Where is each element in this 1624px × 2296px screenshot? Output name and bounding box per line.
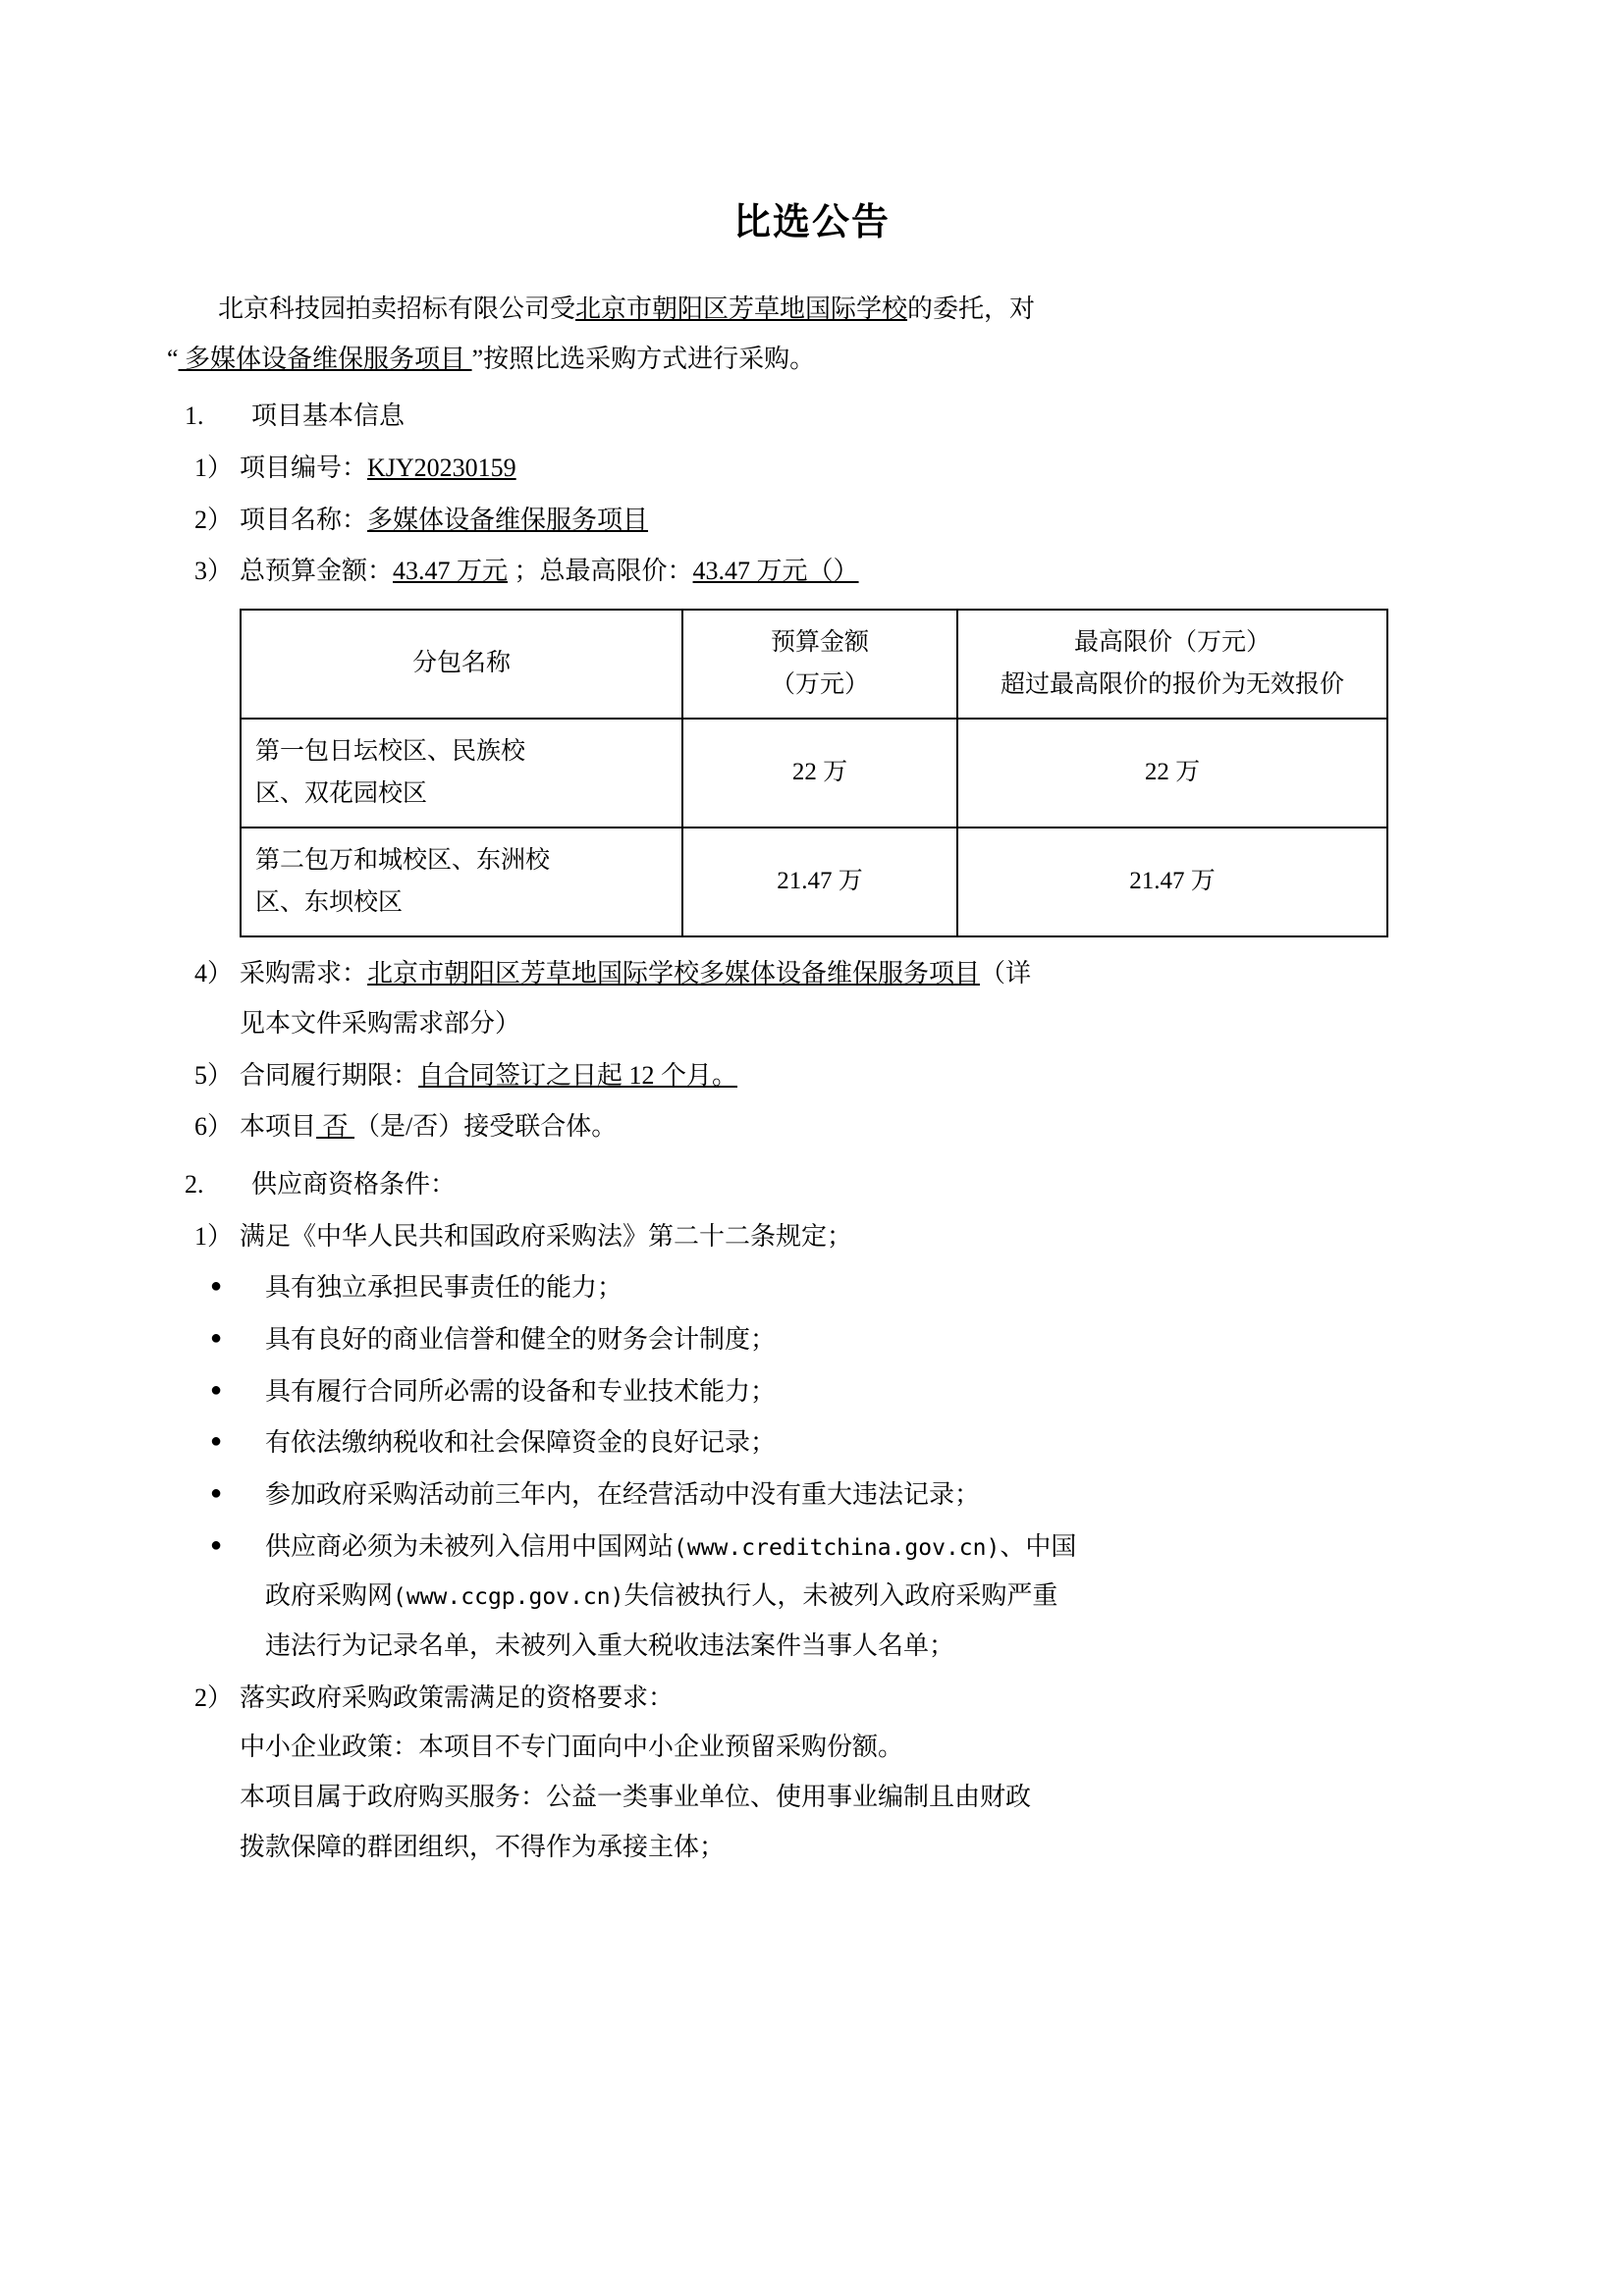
item-contract-period-value: 自合同签订之日起 12 个月。 bbox=[418, 1060, 738, 1090]
list-item bbox=[167, 1315, 1457, 1365]
row1-package-name-line2: 区、双花园校区 bbox=[255, 779, 428, 807]
intro-tail: 按照比选采购方式进行采购。 bbox=[483, 344, 816, 373]
policy-line-1: 中小企业政策：本项目不专门面向中小企业预留采购份额。 bbox=[240, 1733, 904, 1762]
bullet-text-5: 参加政府采购活动前三年内，在经营活动中没有重大违法记录； bbox=[265, 1480, 981, 1509]
header-package-name: 分包名称 bbox=[241, 610, 682, 719]
item-qualification-law-text: 满足《中华人民共和国政府采购法》第二十二条规定； bbox=[240, 1221, 853, 1251]
item-contract-period-marker: 5） bbox=[194, 1060, 234, 1090]
header-budget-amount-line2: （万元） bbox=[770, 670, 869, 698]
item-consortium-marker: 6） bbox=[194, 1112, 234, 1142]
item-project-code-content bbox=[240, 444, 1457, 494]
item-project-code-label: 项目编号： bbox=[240, 454, 368, 483]
item-policy-requirement bbox=[167, 1674, 1457, 1724]
section-2-title: 供应商资格条件： bbox=[251, 1169, 457, 1199]
item-project-name-label: 项目名称： bbox=[240, 505, 368, 534]
section-2-number: 2. bbox=[185, 1169, 204, 1199]
header-max-price-line1: 最高限价（万元） bbox=[1073, 629, 1271, 657]
section-1-number: 1. bbox=[185, 401, 204, 431]
bullet-text-1: 具有独立承担民事责任的能力； bbox=[265, 1273, 623, 1303]
item-project-name-marker: 2） bbox=[194, 505, 234, 534]
header-budget-amount-line1: 预算金额 bbox=[770, 629, 869, 657]
item-project-name bbox=[167, 496, 1457, 546]
bullet-icon: ● bbox=[209, 1378, 223, 1401]
credit-line3: 违法行为记录名单，未被列入重大税收违法案件当事人名单； bbox=[265, 1631, 955, 1661]
bullet-text-4: 有依法缴纳税收和社会保障资金的良好记录； bbox=[265, 1428, 777, 1458]
section-1-heading bbox=[167, 392, 1457, 442]
item-budget-total-content bbox=[240, 547, 1457, 597]
list-item bbox=[167, 1367, 1457, 1417]
row2-package-name-line1: 第二包万和城校区、东洲校 bbox=[255, 847, 551, 875]
item-procurement-requirement-content bbox=[240, 949, 1457, 1048]
section-2-heading bbox=[167, 1160, 1457, 1210]
item-consortium-value: 否 bbox=[316, 1112, 355, 1142]
item-consortium-label: 本项目 bbox=[240, 1112, 317, 1142]
item-procurement-requirement-label: 采购需求： bbox=[240, 959, 368, 988]
intro-quote-open: “ bbox=[167, 344, 179, 373]
intro-project-name: 多媒体设备维保服务项目 bbox=[178, 344, 472, 373]
item-contract-period-label: 合同履行期限： bbox=[240, 1060, 419, 1090]
intro-after-org: 的委托，对 bbox=[907, 294, 1036, 323]
credit-line1-b: 、中国 bbox=[1000, 1531, 1077, 1561]
header-budget-amount bbox=[682, 610, 957, 719]
item-procurement-requirement bbox=[167, 949, 1457, 1048]
bullet-text-3: 具有履行合同所必需的设备和专业技术能力； bbox=[265, 1376, 777, 1406]
item-project-code-marker: 1） bbox=[194, 454, 234, 483]
item-budget-total-value: 43.47 万元 bbox=[393, 557, 509, 586]
row2-budget: 21.47 万 bbox=[682, 828, 957, 936]
item-project-name-content bbox=[240, 496, 1457, 546]
credit-line2-a: 政府采购网 bbox=[265, 1581, 394, 1611]
list-item bbox=[167, 1263, 1457, 1313]
row1-package-name bbox=[241, 719, 682, 828]
list-item bbox=[167, 1470, 1457, 1521]
item-project-code-value: KJY20230159 bbox=[367, 454, 516, 483]
header-max-price bbox=[957, 610, 1387, 719]
item-procurement-requirement-value: 北京市朝阳区芳草地国际学校多媒体设备维保服务项目 bbox=[367, 959, 981, 988]
section-1-title: 项目基本信息 bbox=[251, 401, 406, 431]
bullet-icon: ● bbox=[209, 1482, 223, 1504]
credit-line2-b: 失信被执行人，未被列入政府采购严重 bbox=[623, 1581, 1058, 1611]
policy-line-2: 本项目属于政府购买服务：公益一类事业单位、使用事业编制且由财政 bbox=[240, 1783, 1032, 1812]
item-procurement-requirement-tail2: 见本文件采购需求部分） bbox=[240, 1008, 521, 1038]
intro-quote-close: ” bbox=[471, 344, 484, 373]
item-budget-total-marker: 3） bbox=[194, 557, 234, 586]
row2-max-price: 21.47 万 bbox=[957, 828, 1387, 936]
item-consortium bbox=[167, 1102, 1457, 1152]
item-consortium-content bbox=[240, 1102, 1457, 1152]
item-cap-total-label: ；总最高限价： bbox=[508, 557, 693, 586]
item-consortium-tail: （是/否）接受联合体。 bbox=[354, 1112, 618, 1142]
item-budget-total-label: 总预算金额： bbox=[240, 557, 394, 586]
item-policy-requirement-text: 落实政府采购政策需满足的资格要求： bbox=[240, 1682, 675, 1712]
bullet-icon: ● bbox=[209, 1430, 223, 1453]
row1-max-price: 22 万 bbox=[957, 719, 1387, 828]
table-row bbox=[241, 719, 1387, 828]
row2-package-name bbox=[241, 828, 682, 936]
item-project-code bbox=[167, 444, 1457, 494]
item-policy-requirement-marker: 2） bbox=[194, 1682, 234, 1712]
item-project-name-value: 多媒体设备维保服务项目 bbox=[367, 505, 649, 534]
credit-china-url: (www.creditchina.gov.cn) bbox=[674, 1534, 1001, 1561]
budget-table bbox=[240, 609, 1388, 937]
credit-line1-a: 供应商必须为未被列入信用中国网站 bbox=[265, 1531, 675, 1561]
header-max-price-line2: 超过最高限价的报价为无效报价 bbox=[1000, 670, 1344, 698]
row1-budget: 22 万 bbox=[682, 719, 957, 828]
ccgp-url: (www.ccgp.gov.cn) bbox=[393, 1584, 624, 1611]
item-qualification-law bbox=[167, 1212, 1457, 1262]
item-contract-period bbox=[167, 1051, 1457, 1101]
table-header-row bbox=[241, 610, 1387, 719]
item-qualification-law-marker: 1） bbox=[194, 1221, 234, 1251]
bullet-icon: ● bbox=[209, 1275, 223, 1298]
intro-organization: 北京市朝阳区芳草地国际学校 bbox=[575, 294, 908, 323]
bullet-text-6 bbox=[265, 1522, 1457, 1672]
bullet-icon: ● bbox=[209, 1326, 223, 1349]
row2-package-name-line2: 区、东坝校区 bbox=[255, 888, 404, 916]
row1-package-name-line1: 第一包日坛校区、民族校 bbox=[255, 738, 526, 766]
list-item bbox=[167, 1522, 1457, 1672]
item-cap-total-value: 43.47 万元（） bbox=[692, 557, 859, 586]
bullet-icon: ● bbox=[209, 1533, 223, 1556]
bullet-text-2: 具有良好的商业信誉和健全的财务会计制度； bbox=[265, 1324, 777, 1354]
item-procurement-requirement-marker: 4） bbox=[194, 959, 234, 988]
policy-line-3: 拨款保障的群团组织，不得作为承接主体； bbox=[240, 1832, 726, 1861]
table-row bbox=[241, 828, 1387, 936]
policy-paragraphs bbox=[240, 1723, 1457, 1872]
list-item bbox=[167, 1418, 1457, 1468]
item-contract-period-content bbox=[240, 1051, 1457, 1101]
intro-before-org: 北京科技园拍卖招标有限公司受 bbox=[218, 294, 576, 323]
intro-paragraph bbox=[167, 285, 1457, 384]
page-title: 比选公告 bbox=[732, 202, 891, 243]
item-budget-total bbox=[167, 547, 1457, 597]
item-procurement-requirement-tail: （详 bbox=[980, 959, 1032, 988]
